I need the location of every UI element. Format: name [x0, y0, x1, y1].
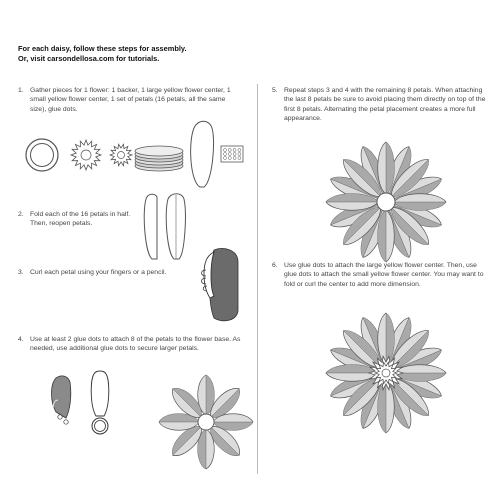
intro-line-1: For each daisy, follow these steps for assembly. — [18, 44, 187, 53]
step-4 — [18, 335, 243, 354]
folded-petal-icon — [144, 194, 157, 259]
petal-stack-icon — [135, 146, 183, 171]
intro-line-2: Or, visit carsondellosa.com for tutorials. — [18, 54, 160, 63]
intro-heading — [18, 44, 318, 64]
glue-dots-icon — [221, 146, 243, 162]
step-3-text: Curl each petal using your fingers or a pencil. — [30, 269, 167, 276]
step-1-text: Gather pieces for 1 flower: 1 backer, 1 large yellow flower center, 1 small yellow flower center, 1 set of petals (16 petals, all the same size), glue dots. — [30, 87, 231, 113]
folded-petals-illustration — [140, 193, 190, 261]
finished-daisy-icon — [324, 311, 448, 435]
step-2-text: Fold each of the 16 petals in half. Then, reopen petals. — [30, 211, 131, 228]
step-4-text: Use at least 2 glue dots to attach 8 of the petals to the flower base. As needed, use additional glue dots to secure larger petals. — [30, 336, 241, 353]
glued-petal-icon — [52, 376, 71, 424]
step-1 — [18, 86, 243, 114]
small-center-icon — [110, 144, 132, 165]
step-5-number: 5. — [272, 87, 278, 94]
step-2 — [18, 210, 143, 229]
curl-petal-illustration — [196, 244, 246, 324]
step-3 — [18, 268, 218, 277]
curled-petal-icon — [210, 249, 239, 321]
petal-on-ring-icon — [91, 371, 109, 434]
eight-petal-flower-icon — [159, 375, 253, 469]
step-5 — [272, 86, 490, 124]
step-2-number: 2. — [18, 211, 24, 218]
step-6 — [272, 261, 490, 289]
step-5-text: Repeat steps 3 and 4 with the remaining 8 petals. When attaching the last 8 petals be sure to avoid placing them directly on top of the first 8 petals. Alternating the petal placement creates a more full appearance. — [284, 87, 486, 123]
single-petal-icon — [191, 121, 214, 187]
step-4-number: 4. — [18, 336, 24, 343]
step-4-illustration — [46, 372, 256, 472]
step-1-illustration — [24, 122, 254, 192]
large-center-icon — [71, 140, 101, 170]
step-6-text: Use glue dots to attach the large yellow flower center. Then, use glue dots to attach the small yellow flower center. You may want to fold or curl the center to add more dimension. — [284, 262, 484, 288]
column-divider — [257, 84, 258, 474]
backer-ring-icon — [26, 139, 58, 171]
step-6-number: 6. — [272, 262, 278, 269]
sixteen-petal-flower-icon — [324, 140, 448, 264]
step-3-number: 3. — [18, 269, 24, 276]
step-1-number: 1. — [18, 87, 24, 94]
